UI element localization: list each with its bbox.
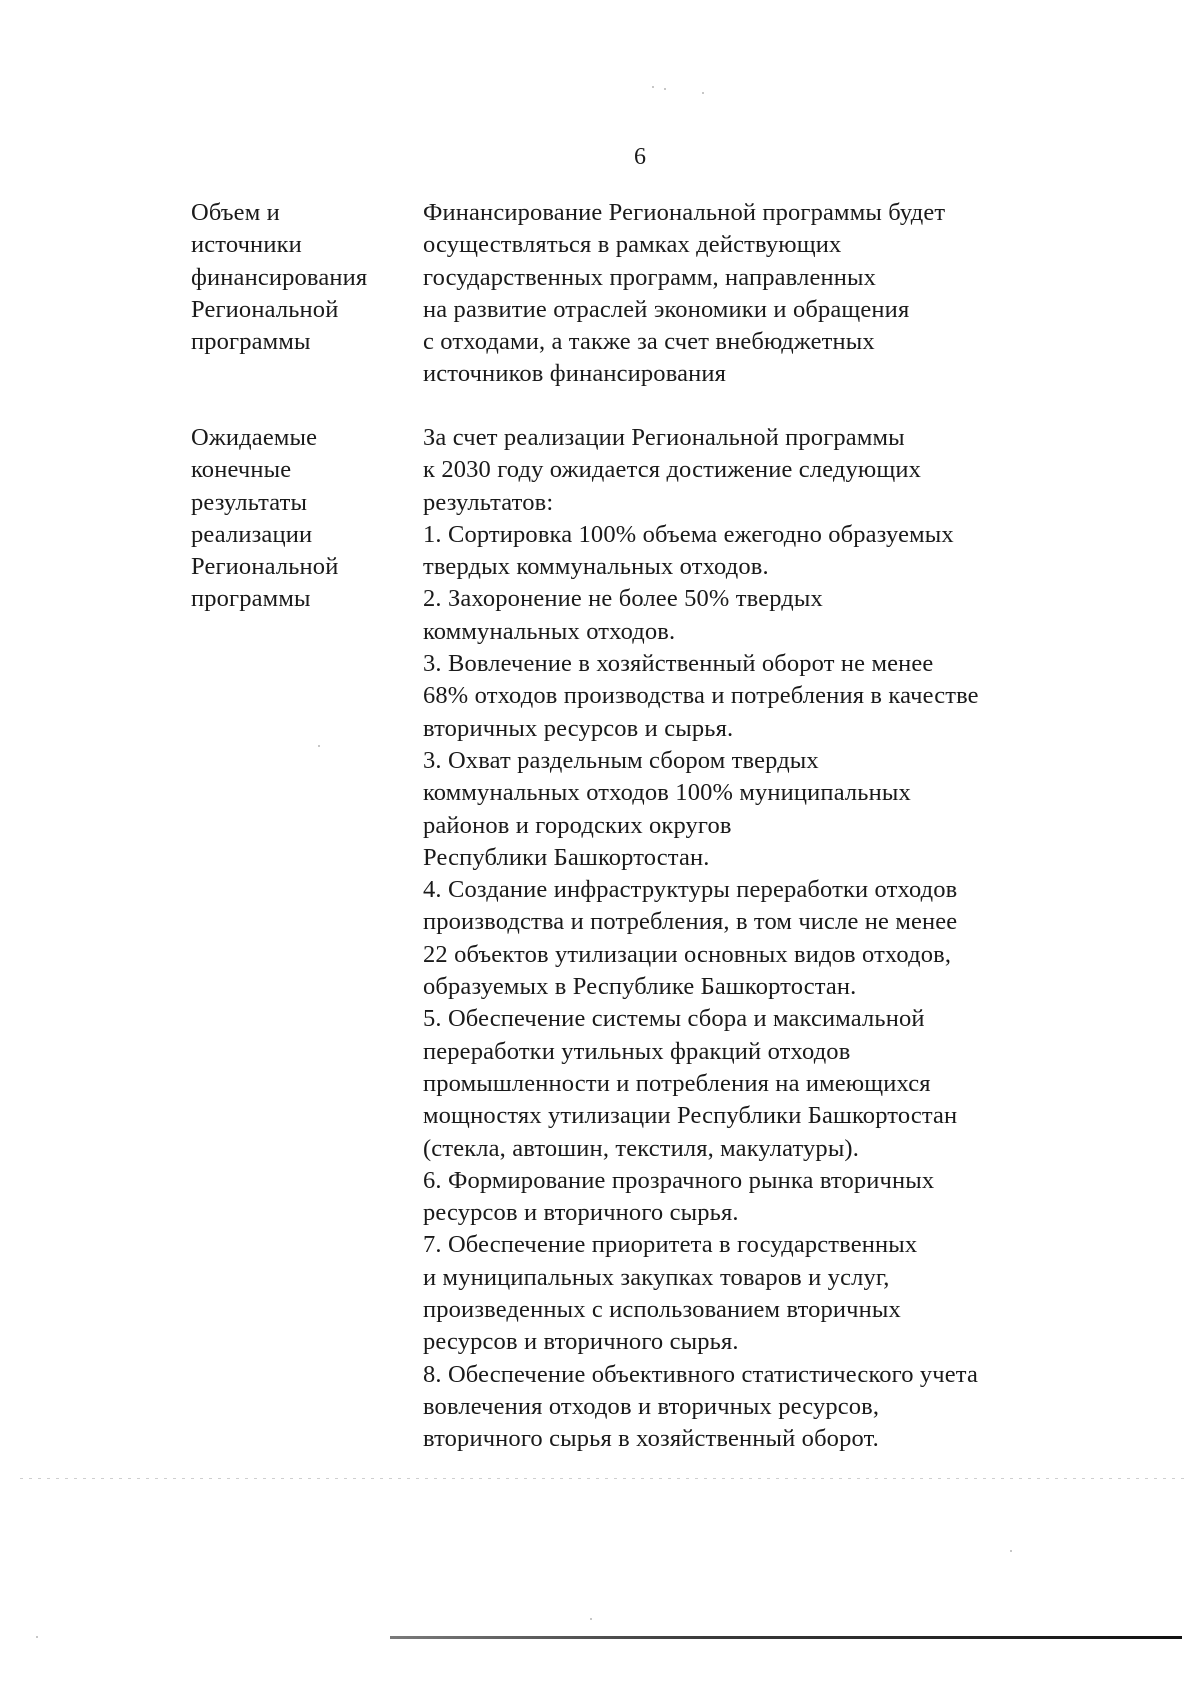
- financing-label: [191, 197, 423, 391]
- scan-speck: [702, 92, 704, 94]
- text-line: 5. Обеспечение системы сбора и максимальной: [423, 1005, 925, 1033]
- scan-speck: [36, 1636, 38, 1638]
- label-line: Ожидаемые: [191, 424, 318, 451]
- text-line: мощностях утилизации Республики Башкортостан: [423, 1102, 958, 1130]
- text-line: районов и городских округов: [423, 811, 732, 839]
- scan-speck: [664, 88, 666, 90]
- text-line: и муниципальных закупках товаров и услуг,: [423, 1263, 890, 1291]
- text-line: Финансирование Региональной программы будет: [423, 199, 946, 226]
- text-line: коммунальных отходов 100% муниципальных: [423, 779, 911, 807]
- label-line: Региональной: [191, 295, 339, 323]
- text-line: (стекла, автошин, текстиля, макулатуры).: [423, 1134, 860, 1162]
- text-line: коммунальных отходов.: [423, 617, 676, 645]
- text-line: твердых коммунальных отходов.: [423, 553, 769, 581]
- scan-speck: [1010, 1550, 1012, 1552]
- financing-section: [191, 197, 1151, 391]
- text-line: к 2030 году ожидается достижение следующих: [423, 456, 922, 484]
- text-line: 7. Обеспечение приоритета в государственных: [423, 1231, 918, 1259]
- text-line: источников финансирования: [423, 360, 727, 388]
- text-line: произведенных с использованием вторичных: [423, 1296, 901, 1324]
- text-line: промышленности и потребления на имеющихся: [423, 1069, 931, 1097]
- text-line: на развитие отраслей экономики и обращения: [423, 295, 910, 323]
- text-line: 1. Сортировка 100% объема ежегодно образуемых: [423, 520, 954, 548]
- label-line: конечные: [191, 456, 292, 484]
- text-line: 2. Захоронение не более 50% твердых: [423, 585, 823, 613]
- scan-speck: [652, 86, 654, 88]
- text-line: 6. Формирование прозрачного рынка вторичных: [423, 1166, 935, 1194]
- text-line: государственных программ, направленных: [423, 263, 877, 291]
- text-line: вовлечения отходов и вторичных ресурсов,: [423, 1392, 880, 1420]
- scan-speck: [318, 745, 320, 747]
- text-line: вторичного сырья в хозяйственный оборот.: [423, 1425, 879, 1453]
- label-line: источники: [191, 231, 302, 259]
- label-line: программы: [191, 328, 311, 356]
- text-line: 22 объектов утилизации основных видов отходов,: [423, 940, 952, 968]
- text-line: результатов:: [423, 488, 554, 516]
- text-line: образуемых в Республике Башкортостан.: [423, 973, 857, 1001]
- text-line: За счет реализации Региональной программы: [423, 424, 905, 451]
- text-line: осуществляться в рамках действующих: [423, 231, 842, 259]
- label-line: Региональной: [191, 553, 339, 581]
- financing-text: [423, 197, 1151, 391]
- text-line: 4. Создание инфраструктуры переработки отходов: [423, 876, 958, 904]
- label-line: реализации: [191, 520, 313, 548]
- expected-results-text: [423, 422, 1151, 1456]
- text-line: переработки утильных фракций отходов: [423, 1037, 851, 1065]
- scan-artifact-line: [20, 1478, 1190, 1479]
- text-line: 8. Обеспечение объективного статистического учета: [423, 1360, 978, 1388]
- text-line: ресурсов и вторичного сырья.: [423, 1328, 739, 1356]
- label-line: результаты: [191, 488, 308, 516]
- text-line: Республики Башкортостан.: [423, 843, 710, 871]
- text-line: производства и потребления, в том числе не менее: [423, 908, 958, 936]
- label-line: Объем и: [191, 199, 280, 226]
- text-line: вторичных ресурсов и сырья.: [423, 714, 734, 742]
- label-line: программы: [191, 585, 311, 613]
- text-line: с отходами, а также за счет внебюджетных: [423, 328, 875, 356]
- label-line: финансирования: [191, 263, 368, 291]
- expected-results-label: [191, 422, 423, 1456]
- text-line: 3. Охват раздельным сбором твердых: [423, 746, 819, 774]
- scan-speck: [590, 1618, 592, 1620]
- text-line: 3. Вовлечение в хозяйственный оборот не менее: [423, 650, 934, 678]
- expected-results-section: [191, 422, 1151, 1456]
- text-line: 68% отходов производства и потребления в качестве: [423, 682, 979, 710]
- page-number: 6: [634, 144, 646, 170]
- text-line: ресурсов и вторичного сырья.: [423, 1199, 739, 1227]
- scan-edge-line: [390, 1636, 1182, 1639]
